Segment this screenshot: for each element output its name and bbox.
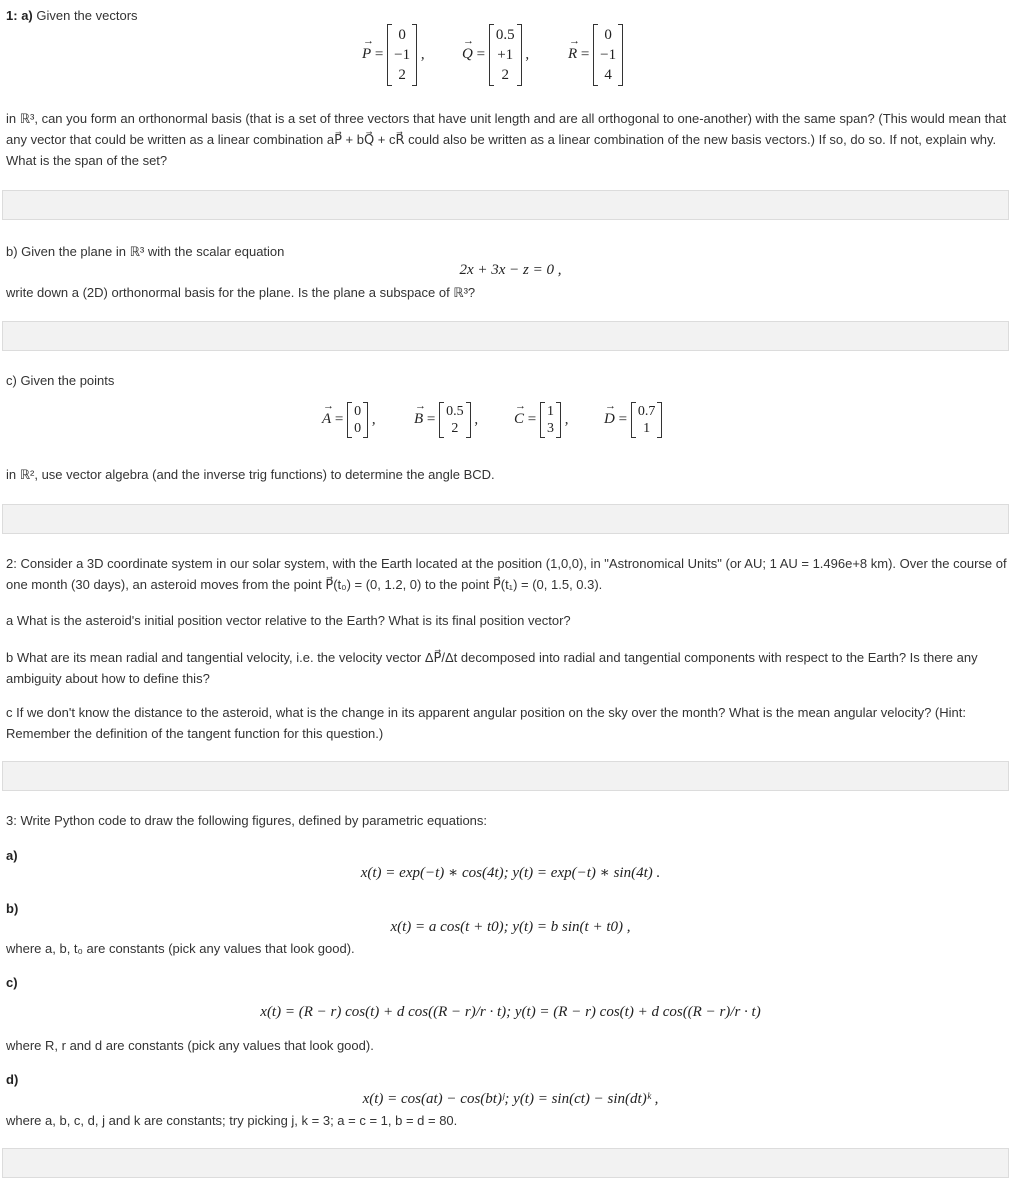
vector-Q-z: 2 — [501, 67, 509, 83]
q3b-label: b) — [6, 901, 19, 916]
q1-heading — [6, 5, 1009, 26]
q3d-equation: x(t) = cos(at) − cos(bt)ʲ; y(t) = sin(ct) − sin(dt)ᵏ , — [362, 1091, 659, 1107]
q3a-label: a) — [6, 848, 18, 863]
point-C-x: 1 — [546, 404, 554, 419]
vector-P-x: 0 — [398, 27, 406, 43]
point-B-y: 2 — [451, 421, 459, 436]
point-B-matrix — [439, 402, 471, 438]
q2b-text: b What are its mean radial and tangential velocity, i.e. the velocity vector ΔP⃗/Δt decomposed into radial and tangential components with respect to the Earth? Is there any ambiguity about how to define this? — [6, 650, 978, 686]
q3c-label: c) — [6, 975, 18, 990]
vector-R: R → = 0 −1 4 — [568, 24, 623, 86]
point-C-label: C → — [514, 411, 524, 428]
point-D-matrix — [631, 402, 663, 438]
point-A-x: 0 — [354, 404, 362, 419]
q1b-text: write down a (2D) orthonormal basis for the plane. Is the plane a subspace of ℝ³? — [6, 285, 476, 300]
point-C-y: 3 — [546, 421, 554, 436]
vector-P: P → = 0 −1 2 , — [362, 24, 425, 86]
point-C-matrix — [540, 402, 561, 438]
answer-box-q1c[interactable] — [2, 504, 1009, 534]
vector-Q-label: Q → — [462, 46, 473, 63]
point-A-label: A → — [322, 411, 331, 428]
answer-box-q3[interactable] — [2, 1148, 1009, 1178]
vector-R-z: 4 — [604, 67, 612, 83]
point-D-y: 1 — [643, 421, 651, 436]
q1b-equation: 2x + 3x − z = 0 , — [459, 262, 562, 278]
vector-R-y: −1 — [600, 47, 617, 63]
q3a-equation: x(t) = exp(−t) ∗ cos(4t); y(t) = exp(−t) ∗ sin(4t) . — [360, 865, 661, 881]
vector-Q: Q → = 0.5 +1 2 , — [462, 24, 529, 86]
vector-Q-matrix — [489, 24, 522, 86]
q1a-label: a) — [21, 8, 33, 23]
vector-Q-x: 0.5 — [495, 27, 515, 43]
vector-P-matrix — [387, 24, 417, 86]
answer-box-q1a[interactable] — [2, 190, 1009, 220]
vector-P-z: 2 — [398, 67, 406, 83]
point-A-matrix — [347, 402, 368, 438]
q3d-label: d) — [6, 1072, 19, 1087]
q2-intro: 2: Consider a 3D coordinate system in our solar system, with the Earth located at the position (1,0,0), in "Astronomical Units" (or AU; 1 AU = 1.496e+8 km). Over the course of one month (30 days), an asteroid moves from the point P⃗(t₀) = (0, 1.2, 0) to the point P⃗(t₁) = (0, 1.5, 0.3). — [6, 556, 1007, 592]
point-A-y: 0 — [354, 421, 362, 436]
vector-P-label: P → — [362, 46, 371, 63]
point-B-label: B → — [414, 411, 423, 428]
point-D: D → = 0.7 1 — [604, 402, 662, 438]
point-A: A → = 0 0 , — [322, 402, 376, 438]
q1a-text: in ℝ³, can you form an orthonormal basis (that is a set of three vectors that have unit length and are all orthogonal to one-another) with the same span? (This would mean that any vector that could be written as a linear combination aP⃗ + bQ⃗ + cR⃗ could also be written as a linear combination of the new basis vectors.) If so, do so. If not, explain why. What is the span of the set? — [6, 111, 1007, 168]
point-D-label: D → — [604, 411, 615, 428]
q3b-text: where a, b, t₀ are constants (pick any values that look good). — [6, 941, 355, 956]
point-B-x: 0.5 — [446, 404, 464, 419]
q2a-text: a What is the asteroid's initial position vector relative to the Earth? What is its final position vector? — [6, 613, 571, 628]
q1-number: 1: — [6, 8, 18, 23]
q1c-text: in ℝ², use vector algebra (and the inverse trig functions) to determine the angle BCD. — [6, 467, 495, 482]
q3c-equation: x(t) = (R − r) cos(t) + d cos((R − r)/r · t); y(t) = (R − r) cos(t) + d cos((R − r)/r · t) — [260, 1004, 761, 1020]
vector-R-x: 0 — [604, 27, 612, 43]
answer-box-q2[interactable] — [2, 761, 1009, 791]
vector-R-matrix — [593, 24, 623, 86]
q3-intro: 3: Write Python code to draw the following figures, defined by parametric equations: — [6, 813, 488, 828]
q2c-text: c If we don't know the distance to the asteroid, what is the change in its apparent angular position on the sky over the month? What is the mean angular velocity? (Hint: Remember the definition of the tangent function for this question.) — [6, 705, 966, 741]
vector-R-label: R → — [568, 46, 577, 63]
q1-heading-text: Given the vectors — [36, 8, 138, 23]
q1c-intro: c) Given the points — [6, 373, 115, 388]
vector-P-y: −1 — [394, 47, 411, 63]
answer-box-q1b[interactable] — [2, 321, 1009, 351]
point-B: B → = 0.5 2 , — [414, 402, 478, 438]
q1b-intro: b) Given the plane in ℝ³ with the scalar equation — [6, 244, 285, 259]
q3c-text: where R, r and d are constants (pick any values that look good). — [6, 1038, 374, 1053]
q3b-equation: x(t) = a cos(t + t0); y(t) = b sin(t + t0) , — [390, 919, 631, 935]
point-D-x: 0.7 — [637, 404, 656, 419]
q3d-text: where a, b, c, d, j and k are constants; try picking j, k = 3; a = c = 1, b = d = 80. — [6, 1113, 458, 1128]
vector-Q-y: +1 — [497, 47, 514, 63]
point-C: C → = 1 3 , — [514, 402, 568, 438]
